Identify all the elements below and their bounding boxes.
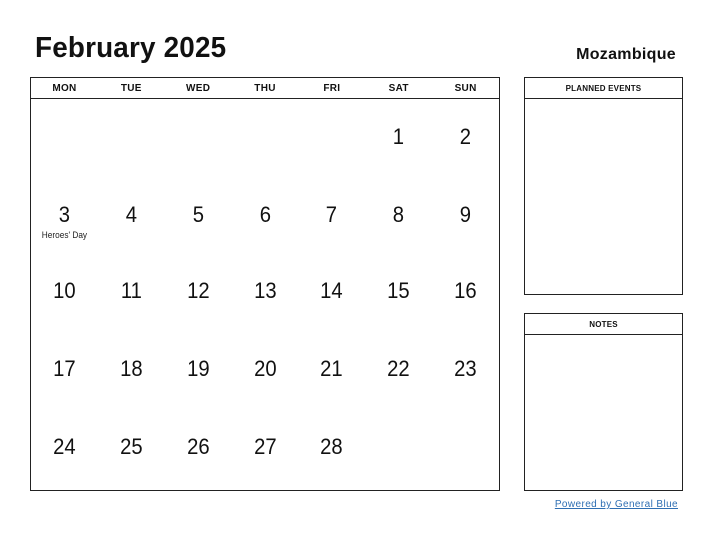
day-number: 16 bbox=[454, 278, 477, 303]
holiday-label: Heroes' Day bbox=[41, 230, 88, 240]
day-cell bbox=[232, 409, 299, 487]
day-number: 18 bbox=[120, 356, 143, 381]
day-cell bbox=[31, 331, 98, 409]
weekday-thu: THU bbox=[254, 83, 276, 94]
week-row bbox=[31, 177, 499, 253]
day-number: 4 bbox=[125, 202, 137, 227]
day-cell bbox=[432, 331, 499, 409]
day-number: 13 bbox=[253, 278, 277, 303]
day-cell bbox=[165, 99, 232, 177]
day-cell bbox=[98, 409, 165, 487]
day-number: 22 bbox=[387, 356, 410, 381]
planned-events-heading: PLANNED EVENTS bbox=[525, 78, 682, 99]
week-row bbox=[31, 409, 499, 487]
day-cell bbox=[432, 99, 499, 177]
week-row bbox=[31, 99, 499, 177]
day-cell bbox=[298, 99, 365, 177]
day-number bbox=[101, 99, 163, 126]
weekday-fri: FRI bbox=[323, 83, 341, 94]
day-cell bbox=[365, 177, 432, 253]
weekday-sat: SAT bbox=[388, 83, 409, 94]
day-cell bbox=[165, 409, 232, 487]
day-cell bbox=[298, 177, 365, 253]
day-cell bbox=[298, 331, 365, 409]
day-cell bbox=[365, 409, 432, 487]
day-number: 20 bbox=[253, 356, 277, 381]
day-cell bbox=[98, 99, 165, 177]
day-number bbox=[368, 409, 430, 436]
day-cell bbox=[31, 177, 98, 253]
day-number bbox=[34, 99, 96, 126]
day-number: 19 bbox=[186, 356, 210, 381]
day-cell bbox=[165, 253, 232, 331]
weeks-container bbox=[31, 99, 499, 487]
day-number: 26 bbox=[186, 434, 210, 459]
day-number: 1 bbox=[393, 124, 405, 149]
day-number: 17 bbox=[53, 356, 76, 381]
day-cell bbox=[298, 409, 365, 487]
day-cell bbox=[298, 253, 365, 331]
day-cell bbox=[31, 253, 98, 331]
day-number: 7 bbox=[326, 202, 338, 227]
day-number: 5 bbox=[192, 202, 204, 227]
day-cell bbox=[365, 331, 432, 409]
day-number: 27 bbox=[253, 434, 277, 459]
day-number: 3 bbox=[58, 202, 71, 227]
weekday-sun: SUN bbox=[454, 83, 477, 94]
planned-events-panel bbox=[524, 77, 683, 295]
day-cell bbox=[365, 253, 432, 331]
day-number: 8 bbox=[393, 202, 405, 227]
weekday-mon: MON bbox=[52, 83, 77, 94]
day-cell bbox=[98, 331, 165, 409]
day-number: 21 bbox=[320, 356, 344, 381]
day-cell bbox=[432, 253, 499, 331]
week-row bbox=[31, 253, 499, 331]
day-number bbox=[167, 99, 229, 126]
day-number: 6 bbox=[259, 202, 271, 227]
day-number: 10 bbox=[53, 278, 76, 303]
weekday-wed: WED bbox=[186, 83, 211, 94]
day-number bbox=[234, 99, 296, 126]
week-row bbox=[31, 331, 499, 409]
day-number: 23 bbox=[454, 356, 477, 381]
day-number bbox=[435, 409, 497, 436]
day-number: 2 bbox=[459, 124, 472, 149]
day-cell bbox=[31, 409, 98, 487]
day-cell bbox=[98, 253, 165, 331]
page-title: February 2025 bbox=[35, 32, 227, 64]
day-number: 9 bbox=[459, 202, 472, 227]
day-cell bbox=[165, 177, 232, 253]
day-number: 12 bbox=[186, 278, 210, 303]
day-cell bbox=[232, 331, 299, 409]
day-cell bbox=[98, 177, 165, 253]
day-cell bbox=[232, 177, 299, 253]
day-cell bbox=[31, 99, 98, 177]
day-number: 28 bbox=[320, 434, 344, 459]
day-number: 15 bbox=[387, 278, 410, 303]
calendar-grid bbox=[30, 77, 500, 491]
day-number: 24 bbox=[53, 434, 76, 459]
day-number bbox=[301, 99, 363, 126]
day-number: 14 bbox=[320, 278, 344, 303]
day-cell bbox=[365, 99, 432, 177]
weekday-header-row bbox=[31, 78, 499, 99]
notes-panel bbox=[524, 313, 683, 491]
day-cell bbox=[432, 177, 499, 253]
day-cell bbox=[232, 253, 299, 331]
day-number: 25 bbox=[120, 434, 143, 459]
day-cell bbox=[232, 99, 299, 177]
notes-heading: NOTES bbox=[525, 314, 682, 335]
country-label: Mozambique bbox=[576, 46, 676, 63]
day-cell bbox=[432, 409, 499, 487]
day-cell bbox=[165, 331, 232, 409]
day-number: 11 bbox=[120, 278, 142, 303]
weekday-tue: TUE bbox=[120, 83, 142, 94]
powered-by-link[interactable]: Powered by General Blue bbox=[554, 499, 678, 510]
